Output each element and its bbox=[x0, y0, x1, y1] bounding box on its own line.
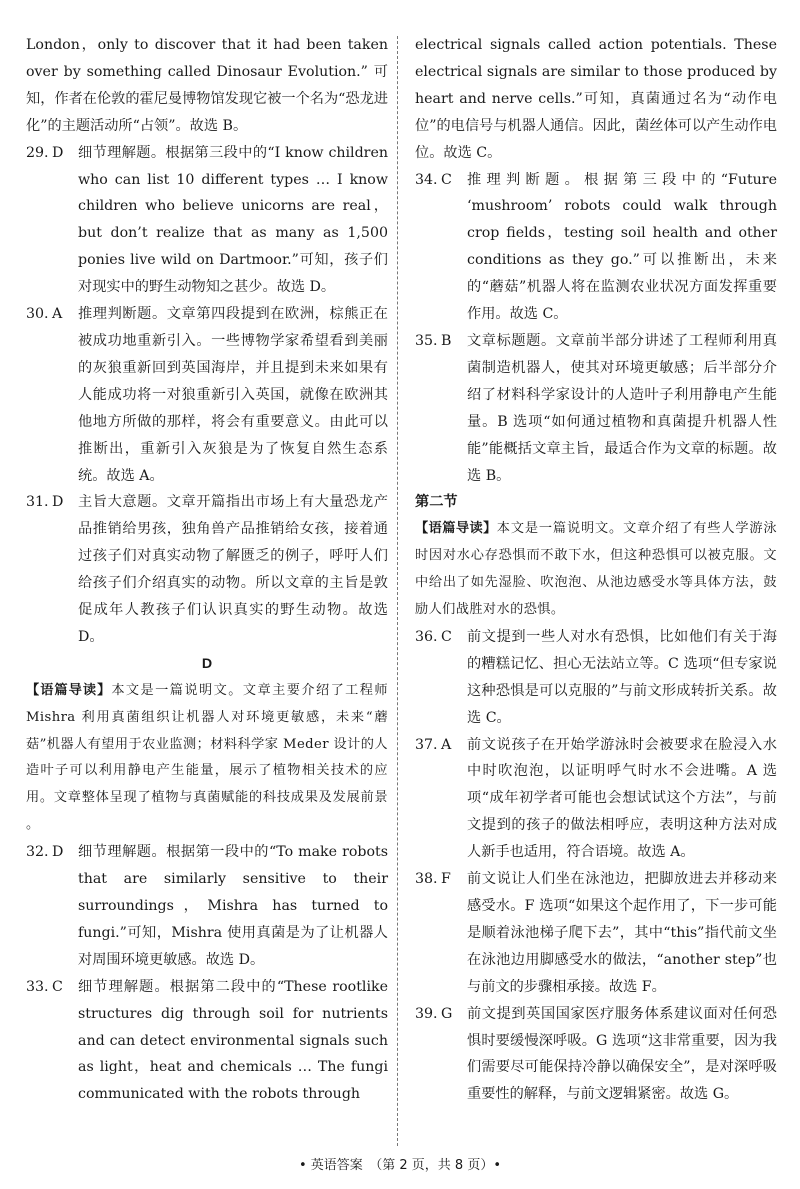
question-number: 35. bbox=[415, 332, 438, 349]
question-32 bbox=[26, 839, 388, 974]
explanation: 细节理解题。根据第一段中的“To make robots that are similarly sensitive to their surroundings，Mishra has turned to fungi.”可知，Mishra 使用真菌是为了让机器人对周围环境更敏感。故选 D。 bbox=[78, 844, 388, 968]
question-number: 32. bbox=[26, 844, 49, 861]
question-number: 38. bbox=[415, 871, 438, 888]
answer-letter: D bbox=[52, 844, 64, 861]
column-divider bbox=[397, 36, 398, 1146]
question-number: 39. bbox=[415, 1005, 438, 1022]
answer-letter: C bbox=[441, 171, 452, 188]
question-number: 31. bbox=[26, 494, 49, 511]
guide-text: 本文是一篇说明文。文章介绍了有些人学游泳时因对水心存恐惧而不敢下水，但这种恐惧可以被克服。文中给出了如先湿脸、吹泡泡、从池边感受水等具体方法，鼓励人们战胜对水的恐惧。 bbox=[415, 521, 777, 618]
guide-label: 【语篇导读】 bbox=[26, 682, 112, 698]
answer-letter: C bbox=[441, 628, 452, 645]
question-30 bbox=[26, 301, 388, 489]
question-38 bbox=[415, 866, 777, 1001]
question-33 bbox=[26, 974, 388, 1109]
explanation: 主旨大意题。文章开篇指出市场上有大量恐龙产品推销给男孩，独角兽产品推销给女孩，接着通过孩子们对真实动物了解匮乏的例子，呼吁人们给孩子们介绍真实的动物。所以文章的主旨是敦促成年人教孩子们认识真实的野生动物。故选 D。 bbox=[78, 494, 388, 645]
answer-letter: A bbox=[52, 306, 63, 323]
question-39 bbox=[415, 1001, 777, 1109]
question-number: 33. bbox=[26, 978, 49, 995]
question-29 bbox=[26, 140, 388, 301]
continued-paragraph: electrical signals called action potentials. These electrical signals are similar to those produced by heart and nerve cells.”可知，真菌通过名为“动作电位”的电信号与机器人通信。因此，菌丝体可以产生动作电位。故选 C。 bbox=[415, 37, 777, 161]
question-number: 29. bbox=[26, 144, 49, 161]
question-number: 30. bbox=[26, 306, 49, 323]
page-footer: • 英语答案 （第 2 页，共 8 页）• bbox=[298, 1158, 502, 1173]
guide-label: 【语篇导读】 bbox=[415, 521, 497, 537]
answer-letter: C bbox=[52, 978, 63, 995]
explanation: 文章标题题。文章前半部分讲述了工程师利用真菌制造机器人，使其对环境更敏感；后半部分介绍了材料科学家设计的人造叶子利用静电产生能量。B 选项“如何通过植物和真菌提升机器人性能”能概括文章主旨，最适合作为文章的标题。故选 B。 bbox=[467, 332, 777, 484]
explanation: 推理判断题。根据第三段中的“Future ‘mushroom’ robots could walk through crop fields，testing soil health and other conditions as they go.”可以推断出，未来的“蘑菇”机器人将在监测农业状况方面发挥重要作用。故选 C。 bbox=[467, 171, 777, 323]
question-number: 36. bbox=[415, 628, 438, 645]
explanation: 前文说让人们坐在泳池边，把脚放进去并移动来感受水。F 选项“如果这个起作用了，下一步可能是顺着泳池梯子爬下去”，其中“this”指代前文坐在泳池边用脚感受水的做法，“another step”也与前文的步骤相承接。故选 F。 bbox=[467, 871, 777, 995]
continued-paragraph: London，only to discover that it had been taken over by something called Dinosaur Evolution.” 可知，作者在伦敦的霍尼曼博物馆发现它被一个名为“恐龙进化”的主题活动所“占领”。故选 B。 bbox=[26, 37, 388, 134]
reading-guide-section-2 bbox=[415, 516, 777, 624]
question-34 bbox=[415, 167, 777, 328]
guide-text: 本文是一篇说明文。文章主要介绍了工程师 Mishra 利用真菌组织让机器人对环境更敏感，未来“蘑菇”机器人有望用于农业监测；材料科学家 Meder 设计的人造叶子可以利用静电产生能量，展示了植物相关技术的应用。文章整体呈现了植物与真菌赋能的科技成果及发展前景 。 bbox=[26, 682, 389, 833]
explanation: 前文说孩子在开始学游泳时会被要求在脸浸入水中时吹泡泡，以证明呼气时水不会进嘴。A 选项“成年初学者可能也会想试试这个方法”，与前文提到的孩子的做法相呼应，表明这种方法对成人新手也适用，符合语境。故选 A。 bbox=[467, 736, 777, 861]
answer-letter: B bbox=[441, 332, 452, 349]
question-number: 34. bbox=[415, 171, 438, 188]
question-36 bbox=[415, 624, 777, 732]
answer-letter: G bbox=[441, 1005, 453, 1022]
reading-guide-d bbox=[26, 678, 388, 839]
question-35 bbox=[415, 328, 777, 489]
question-number: 37. bbox=[415, 736, 438, 753]
right-column bbox=[415, 32, 777, 1108]
explanation: 细节理解题。根据第二段中的“These rootlike structures dig through soil for nutrients and can detect environmental signals such as light，heat and chemicals … The fungi communicated with the robots through bbox=[78, 978, 388, 1103]
answer-letter: F bbox=[441, 871, 451, 888]
explanation: 前文提到一些人对水有恐惧，比如他们有关于海的糟糕记忆、担心无法站立等。C 选项“但专家说这种恐惧是可以克服的”与前文形成转折关系。故选 C。 bbox=[467, 628, 777, 726]
section-d-heading: D bbox=[201, 655, 213, 672]
explanation: 推理判断题。文章第四段提到在欧洲，棕熊正在被成功地重新引入。一些博物学家希望看到美丽的灰狼重新回到英国海岸，并且提到未来如果有人能成功将一对狼重新引入英国，就像在欧洲其他地方所做的那样，将会有重要意义。由此可以推断出，重新引入灰狼是为了恢复自然生态系统。故选 A。 bbox=[78, 306, 388, 484]
answer-letter: D bbox=[52, 494, 64, 511]
explanation: 细节理解题。根据第三段中的“I know children who can list 10 different types … I know children who believe unicorns are real，but don’t realize that as many as 1,500 ponies live wild on Dartmoor.”可知，孩子们对现实中的野生动物知之甚少。故选 D。 bbox=[78, 144, 388, 296]
explanation: 前文提到英国国家医疗服务体系建议面对任何恐惧时要缓慢深呼吸。G 选项“这非常重要，因为我们需要尽可能保持冷静以确保安全”，是对深呼吸重要性的解释，与前文逻辑紧密。故选 G。 bbox=[467, 1005, 777, 1103]
answer-letter: D bbox=[52, 144, 64, 161]
answer-letter: A bbox=[441, 736, 452, 753]
question-31 bbox=[26, 489, 388, 650]
section-2-heading: 第二节 bbox=[415, 494, 458, 511]
left-column bbox=[26, 32, 388, 1108]
question-37 bbox=[415, 732, 777, 867]
